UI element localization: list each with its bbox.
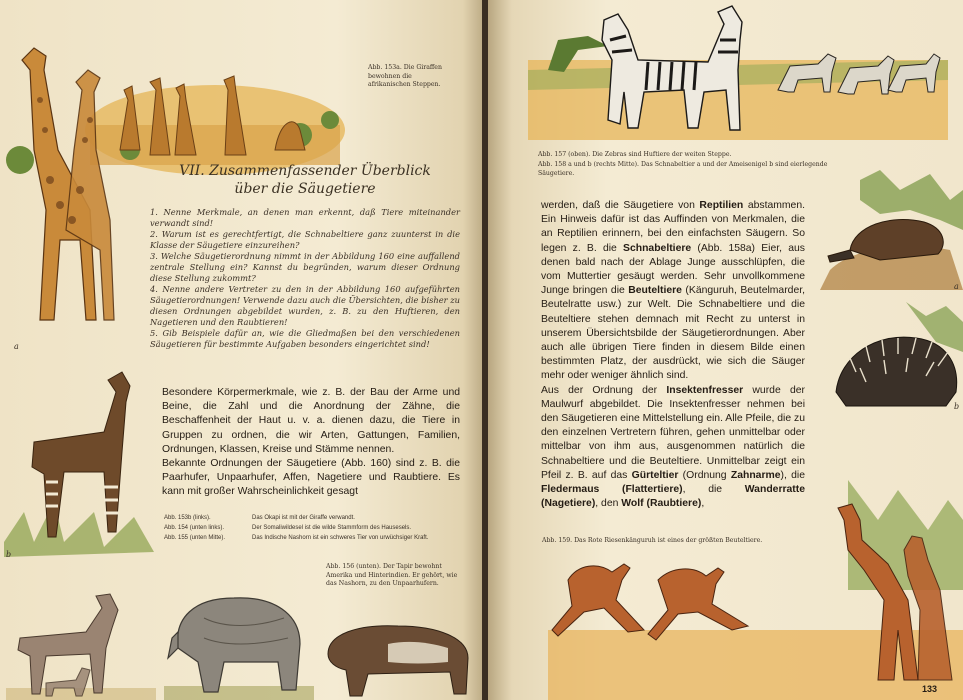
caption-row [164, 523, 474, 533]
bold-term: Reptilien [699, 200, 744, 211]
question-item: 3. Welche Säugetierordnung nimmt in der Abbildung 160 eine auffallend zentrale Stellung ein? Kannst du begründen, warum dieser Ordnung diese Stellung zukommt? [150, 251, 460, 283]
echidna-illustration [826, 302, 963, 422]
text-run: (Känguruh, Beutelmarder, Beutelratte usw.) zur Welt. Die Schnabeltiere und die Beuteltiere stehen demnach mit Recht zu unterst in unserem Übersichtsbilde der Säugetierordnungen. Aber auch alle übrigen Tiere finden in diesem Bilde einen bestimmten Platz, der ausdrückt, wie sich die Säuger mehr oder weniger ähnlich sind. [541, 285, 806, 382]
paragraph [541, 199, 805, 384]
kangaroo-illustration [548, 480, 963, 700]
rhinoceros-illustration [164, 578, 314, 700]
question-item: 5. Gib Beispiele dafür an, wie die Gliedmaßen bei den verschiedenen Säugetieren für bestimmte Aufgaben besonders eingerichtet sind! [150, 328, 460, 349]
paragraph: Bekannte Ordnungen der Säugetiere (Abb. 160) sind z. B. die Paarhufer, Unpaarhufer, Affen, Nagetiere und Raubtiere. Es kann mit großer Wahrscheinlichkeit gesagt [162, 458, 460, 498]
caption-text: Der Somaliwildesel ist die wilde Stammform des Hausesels. [252, 525, 412, 531]
text-run: , [701, 498, 705, 510]
text-run: (Ordnung [678, 469, 731, 481]
bold-term: Gürteltier [631, 469, 679, 481]
caption-key: Abb. 154 (unten links). [164, 525, 225, 531]
question-item: 1. Nenne Merkmale, an denen man erkennt, daß Tiere miteinander verwandt sind! [150, 207, 460, 228]
bold-term: Schnabeltiere [623, 242, 692, 254]
text-run: werden, daß die Säugetiere von [541, 200, 700, 211]
right-page [488, 0, 963, 700]
left-body-text [162, 386, 460, 500]
figure-letter-a: a [14, 342, 19, 351]
caption-key: Abb. 153b (links). [164, 515, 211, 521]
text-run: ), die [780, 469, 806, 481]
caption-row [164, 533, 474, 543]
monotremes-caption: Abb. 158 a und b (rechts Mitte). Das Schnabeltier a und der Ameisenigel b sind eierlegende Säugetiere. [538, 161, 828, 177]
title-line-2: über die Säugetiere [234, 181, 376, 197]
caption-text: Das Okapi ist mit der Giraffe verwandt. [252, 515, 355, 521]
caption-group [164, 513, 474, 543]
question-item: 4. Nenne andere Vertreter zu den in der Abbildung 160 aufgeführten Säugetierordnungen! Verwende dazu auch die Übersichten, die bisher zu diesen Ordnungen abgebildet wurden, z. B. zu den Huftieren, den Nagetieren und den Raubtieren! [150, 284, 460, 327]
figure-letter-b: b [6, 550, 12, 559]
okapi-illustration [4, 362, 160, 562]
giraffe-caption: Abb. 153a. Die Giraffen bewohnen die afrikanischen Steppen. [368, 64, 442, 88]
zebra-illustration [528, 0, 948, 145]
question-item: 2. Warum ist es gerechtfertigt, die Schnabeltiere ganz zuunterst in die Klasse der Säugetiere einzureihen? [150, 229, 460, 250]
kangaroo-caption: Abb. 159. Das Rote Riesenkänguruh ist eines der größten Beuteltiere. [542, 537, 763, 544]
right-body-text [541, 199, 805, 511]
zebra-caption: Abb. 157 (oben). Die Zebras sind Huftiere der weiten Steppe. [538, 151, 732, 158]
bold-term: Beuteltiere [628, 285, 682, 297]
figure-letter-b: b [954, 402, 960, 411]
title-line-1: VII. Zusammenfassender Überblick [179, 163, 431, 179]
paragraph: Besondere Körpermerkmale, wie z. B. der Bau der Arme und Beine, die Zahl und die Anordnung der Zähne, die Beschaffenheit der Haut u. v. a. dienen dazu, die Tiere in Gruppen zu ordnen, die wir Arten, Gattungen, Familien, Ordnungen, Klassen, Kreise und Stämme nennen. [162, 387, 460, 455]
caption-key: Abb. 155 (unten Mitte). [164, 535, 226, 541]
bold-term: Wolf (Raubtiere) [621, 498, 702, 510]
bold-term: Fledermaus (Flattertiere) [541, 484, 683, 496]
tapir-illustration [318, 614, 474, 700]
text-run: , die [682, 484, 745, 496]
text-run: (Abb. 158a) Eier, aus denen bald nach der Ablage Junge ausschlüpfen, die vom Muttertier gesäugt werden. Sehr unvollkommene Junge bringen die [541, 242, 805, 297]
caption-row [164, 513, 474, 523]
text-run: wurde der Maulwurf abgebildet. Die Insektenfresser nehmen bei den Säugetieren eine Mittelstellung ein. Alle Pfeile, die zu den einzelnen Vertretern führen, gehen unmittelbar oder mittelbar von ihm aus, ausgenommen natürlich die Schnabeltiere und die Beuteltiere. Unmittelbar zeigt ein Pfeil z. B. auf das [541, 384, 805, 481]
bold-term: Wanderratte (Nagetiere) [541, 484, 806, 510]
platypus-illustration [820, 170, 963, 300]
section-title [150, 162, 460, 198]
text-run: abstammen. Ein Hinweis dafür ist das Auffinden von Merkmalen, die an Reptilien erinnern, bei den einfachsten Säugern. So legen z. B. die [541, 200, 806, 254]
caption-text: Das Indische Nashorn ist ein schweres Tier von urwüchsiger Kraft. [252, 535, 429, 541]
text-run: Aus der Ordnung der [541, 384, 667, 396]
bold-term: Zahnarme [730, 469, 781, 481]
tapir-caption: Abb. 156 (unten). Der Tapir bewohnt Amerika und Hinterindien. Er gehört, wie das Nashorn, zu den Unpaarhufern. [326, 563, 458, 587]
page-number: 133 [922, 684, 938, 694]
text-run: , den [595, 498, 622, 510]
bold-term: Insektenfresser [666, 384, 744, 396]
figure-letter-a: a [954, 282, 959, 291]
wild-ass-illustration [6, 588, 156, 700]
question-list [150, 207, 460, 350]
